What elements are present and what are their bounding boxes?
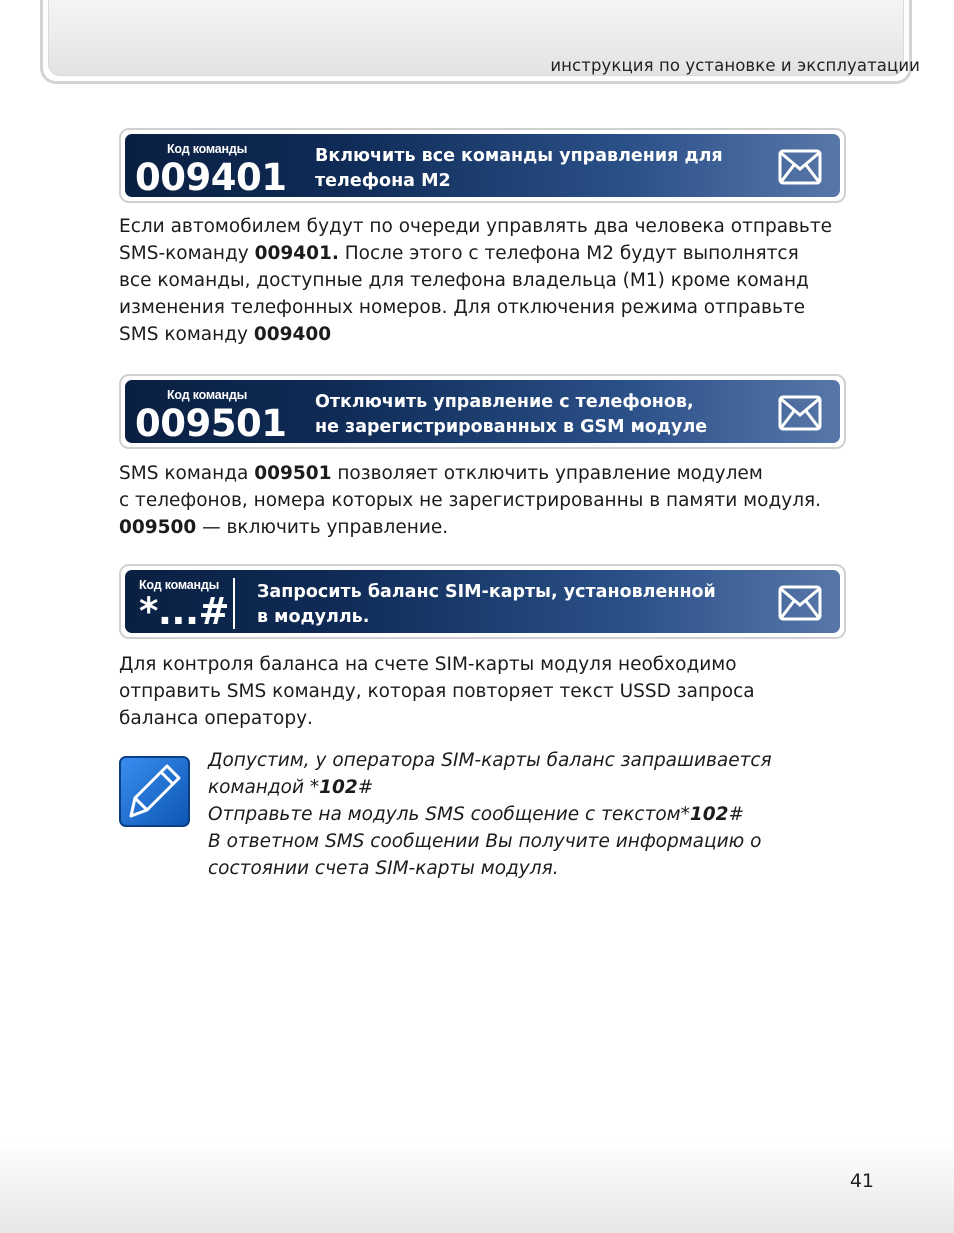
text-line: состоянии счета SIM-карты модуля. <box>208 858 559 879</box>
envelope-icon <box>778 395 822 431</box>
note-example <box>208 747 848 882</box>
command-title-line: Отключить управление с телефонов, <box>315 392 694 412</box>
command-code: 009501 <box>135 402 287 445</box>
text-line: отправить SMS команду, которая повторяет текст USSD запроса <box>119 681 755 702</box>
text-line <box>208 801 848 828</box>
code-label: Код команды <box>167 388 248 402</box>
command-code: *...# <box>139 590 230 633</box>
text-line: с телефонов, номера которых не зарегистрированны в памяти модуля. <box>119 490 822 511</box>
text-span: командой * <box>208 777 320 798</box>
envelope-icon <box>778 149 822 185</box>
text-line: В ответном SMS сообщении Вы получите информацию о <box>208 831 762 852</box>
text-span: # <box>728 804 745 825</box>
text-line: баланса оператору. <box>119 708 313 729</box>
command-banner-009401 <box>119 128 846 203</box>
text-bold: 009400 <box>253 324 332 345</box>
text-span: SMS-команду <box>119 243 255 264</box>
envelope-icon <box>778 585 822 621</box>
text-line <box>119 514 849 541</box>
text-line <box>119 460 849 487</box>
command-banner-balance <box>119 564 846 639</box>
code-label: Код команды <box>167 142 248 156</box>
text-bold: 102 <box>689 804 729 825</box>
command-banner-009501 <box>119 374 846 449</box>
text-bold: 102 <box>319 777 358 798</box>
command-title <box>257 580 716 630</box>
text-line: изменения телефонных номеров. Для отключения режима отправьте <box>119 297 806 318</box>
text-line: Допустим, у оператора SIM-карты баланс запрашивается <box>208 750 772 771</box>
command-title-line: в модулль. <box>257 607 370 627</box>
text-line: Для контроля баланса на счете SIM-карты модуля необходимо <box>119 654 737 675</box>
command-title-line: Включить все команды управления для <box>315 146 723 166</box>
pencil-icon <box>119 756 190 827</box>
page-footer <box>0 1141 954 1233</box>
command-title-line: не зарегистрированных в GSM модуле <box>315 417 708 437</box>
text-line: Если автомобилем будут по очереди управлять два человека отправьте <box>119 216 832 237</box>
text-line <box>119 321 849 348</box>
text-bold: 009401. <box>254 243 339 264</box>
command-banner-panel <box>125 134 840 197</box>
text-line <box>208 774 848 801</box>
page-number: 41 <box>849 1170 874 1192</box>
text-span: SMS команду <box>119 324 254 345</box>
paragraph-balance <box>119 651 849 732</box>
paragraph-009401 <box>119 213 849 348</box>
text-span: # <box>357 777 374 798</box>
command-code: 009401 <box>135 156 287 199</box>
text-line <box>119 240 849 267</box>
code-divider <box>233 578 235 629</box>
header-title: инструкция по установке и эксплуатации <box>550 56 920 75</box>
text-bold: 009501 <box>254 463 332 484</box>
text-span: После этого с телефона М2 будут выполнятся <box>338 243 799 264</box>
command-title-line: Запросить баланс SIM-карты, установленной <box>257 582 716 602</box>
text-span: SMS команда <box>119 463 255 484</box>
text-line: все команды, доступные для телефона владельца (М1) кроме команд <box>119 270 809 291</box>
text-bold: 009500 <box>119 517 197 538</box>
command-title-line: телефона М2 <box>315 171 451 191</box>
command-title <box>315 390 707 440</box>
text-span: позволяет отключить управление модулем <box>331 463 763 484</box>
command-title <box>315 144 723 194</box>
text-span: — включить управление. <box>196 517 449 538</box>
command-banner-panel <box>125 570 840 633</box>
paragraph-009501 <box>119 460 849 541</box>
command-banner-panel <box>125 380 840 443</box>
text-span: Отправьте на модуль SMS сообщение с текстом* <box>208 804 690 825</box>
code-label: Код команды <box>139 578 220 592</box>
